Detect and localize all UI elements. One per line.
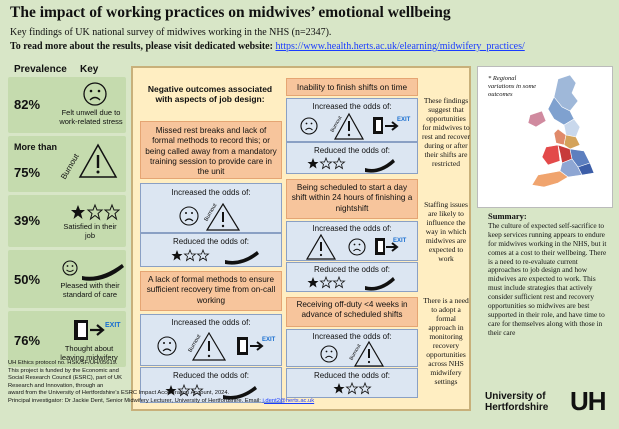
footer xyxy=(8,360,478,405)
increased-odds-box xyxy=(140,183,282,233)
logo-line1: University of xyxy=(485,391,546,402)
warning-triangle-icon xyxy=(78,142,118,180)
region-yorkshire xyxy=(564,135,580,149)
smile-hand-icon xyxy=(60,258,126,282)
outcomes-heading: Negative outcomes associated with aspects of job design: xyxy=(147,84,273,105)
region-wales xyxy=(542,145,560,165)
uh-logo-mark: UH xyxy=(570,386,606,416)
stars-hand-icons xyxy=(171,248,261,266)
logo-line2: Hertfordshire xyxy=(485,401,549,413)
stars-hand-icons xyxy=(307,156,403,174)
map-caption: * Regional variations in some outcomes xyxy=(488,75,537,98)
sad-burnout-exit-icons xyxy=(297,111,413,141)
burnout-word: Burnout xyxy=(203,202,219,223)
reduced-odds-box xyxy=(140,233,282,267)
exit-word: EXIT xyxy=(262,337,276,343)
exit-icon xyxy=(72,317,124,343)
prevalence-prefix: More than xyxy=(14,142,58,152)
stars-hand-icons xyxy=(307,275,403,293)
footer-investigator xyxy=(8,398,478,406)
reduced-label: Reduced the odds of: xyxy=(313,265,391,274)
prevalence-value: 82% xyxy=(14,97,41,112)
aspect-box-on-call: A lack of formal methods to ensure sufficient recovery time from on-call working xyxy=(140,271,282,311)
one-of-three-stars-icon xyxy=(70,203,120,221)
page-title: The impact of working practices on midwives’ emotional wellbeing xyxy=(10,4,451,21)
increased-odds-box xyxy=(140,314,282,366)
aspect-box-finish-shifts: Inability to finish shifts on time xyxy=(286,78,418,96)
summary-heading: Summary: xyxy=(488,211,527,221)
increased-odds-box xyxy=(286,98,418,142)
burnout-sad-exit-icons xyxy=(305,233,409,261)
footer-funding: This project is funded by the Economic and Social Research Council (ESRC), part of UK Research and Innovation, through an xyxy=(8,367,123,389)
key-label: Key xyxy=(80,64,99,75)
increased-label: Increased the odds of: xyxy=(312,332,392,341)
exit-word: EXIT xyxy=(105,322,121,329)
footer-award: award from the University of Hertfordshire’s ESRC Impact Acceleration Account, 2024. xyxy=(8,390,230,397)
page-subtitle: Key findings of UK national survey of midwives working in the NHS (n=2347). xyxy=(10,27,332,38)
footer-investigator-text: Principal investigator: Dr Jackie Dent, Senior Midwifery Lecturer, University of Hertfordshire. Email: xyxy=(8,397,261,404)
burnout-word: Burnout xyxy=(187,333,203,354)
reduced-label: Reduced the odds of: xyxy=(172,371,250,380)
note-formal-approach: There is a need to adopt a formal approach in monitoring recovery opportunities across NHS midwifery settings xyxy=(423,296,469,386)
reduced-label: Reduced the odds of: xyxy=(172,237,250,246)
aspect-box-day-after-night: Being scheduled to start a day shift within 24 hours of finishing a nightshift xyxy=(286,179,418,219)
sad-burnout-icons xyxy=(175,200,255,232)
increased-label: Increased the odds of: xyxy=(312,224,392,233)
burnout-caption: Burnout xyxy=(59,152,81,181)
increased-odds-box xyxy=(286,221,418,261)
aspect-box-rest-breaks: Missed rest breaks and lack of formal methods to record this; or being called away from a mandatory training session to provide care in the unit xyxy=(140,121,282,179)
burnout-word: Burnout xyxy=(329,115,344,134)
read-more-text: To read more about the results, please visit dedicated website: xyxy=(10,41,273,52)
increased-label: Increased the odds of: xyxy=(171,188,251,197)
website-link[interactable]: https://www.health.herts.ac.uk/elearning/midwifery_practices/ xyxy=(275,41,525,52)
reduced-label: Reduced the odds of: xyxy=(313,371,391,380)
prevalence-item-unwell xyxy=(8,77,126,133)
region-south-west xyxy=(532,171,568,187)
reduced-label: Reduced the odds of: xyxy=(313,146,391,155)
prevalence-caption: Thought about leaving midwifery xyxy=(60,344,118,362)
uk-regions-map xyxy=(518,71,612,205)
footer-ethics: UH Ethics protocol no. HSK/SF/UH/05619. xyxy=(8,360,118,366)
prevalence-value: 50% xyxy=(14,272,41,287)
university-logo-text xyxy=(485,392,548,413)
prevalence-caption: Felt unwell due to work-related stress xyxy=(59,108,123,126)
prevalence-label: Prevalence xyxy=(14,64,67,75)
prevalence-item-leaving xyxy=(8,311,126,367)
sad-face-icon xyxy=(82,81,108,107)
prevalence-item-satisfied xyxy=(8,195,126,247)
region-northern-ireland xyxy=(528,111,546,127)
reduced-odds-box xyxy=(286,262,418,292)
sad-burnout-exit-icons xyxy=(153,329,277,363)
note-rest-restricted: These findings suggest that opportunities for midwives to rest and recover during or after their shifts are restricted xyxy=(422,96,470,168)
prevalence-item-pleased xyxy=(8,250,126,308)
note-staffing: Staffing issues are likely to influence the way in which midwives are expected to work xyxy=(424,200,468,263)
burnout-word: Burnout xyxy=(348,343,363,362)
prevalence-item-burnout xyxy=(8,136,126,192)
summary-text: The culture of expected self-sacrifice to keep services running appears to endure for midwives working in the NHS, but it comes at a cost to their wellbeing. There is a need to re-evaluate current approaches to job design and how midwives are expected to work. This must include strategies that actively consider sufficient rest and recovery opportunities so midwives are best supported in their role, and have time to care for themselves along with those in their care xyxy=(488,221,607,337)
prevalence-value: 75% xyxy=(14,165,41,180)
increased-label: Increased the odds of: xyxy=(171,318,251,327)
aspect-box-off-duty: Receiving off-duty <4 weeks in advance of scheduled shifts xyxy=(286,297,418,327)
prevalence-value: 76% xyxy=(14,333,41,348)
read-more-line xyxy=(10,41,525,52)
prevalence-caption: Satisfied in their job xyxy=(63,222,117,240)
uk-map-panel xyxy=(477,66,613,208)
exit-word: EXIT xyxy=(393,238,407,244)
email-link[interactable]: j.dent2@herts.ac.uk xyxy=(262,397,315,404)
exit-word: EXIT xyxy=(397,117,411,123)
reduced-odds-box xyxy=(286,142,418,174)
prevalence-caption: Pleased with their standard of care xyxy=(60,281,120,299)
increased-label: Increased the odds of: xyxy=(312,102,392,111)
prevalence-value: 39% xyxy=(14,213,41,228)
